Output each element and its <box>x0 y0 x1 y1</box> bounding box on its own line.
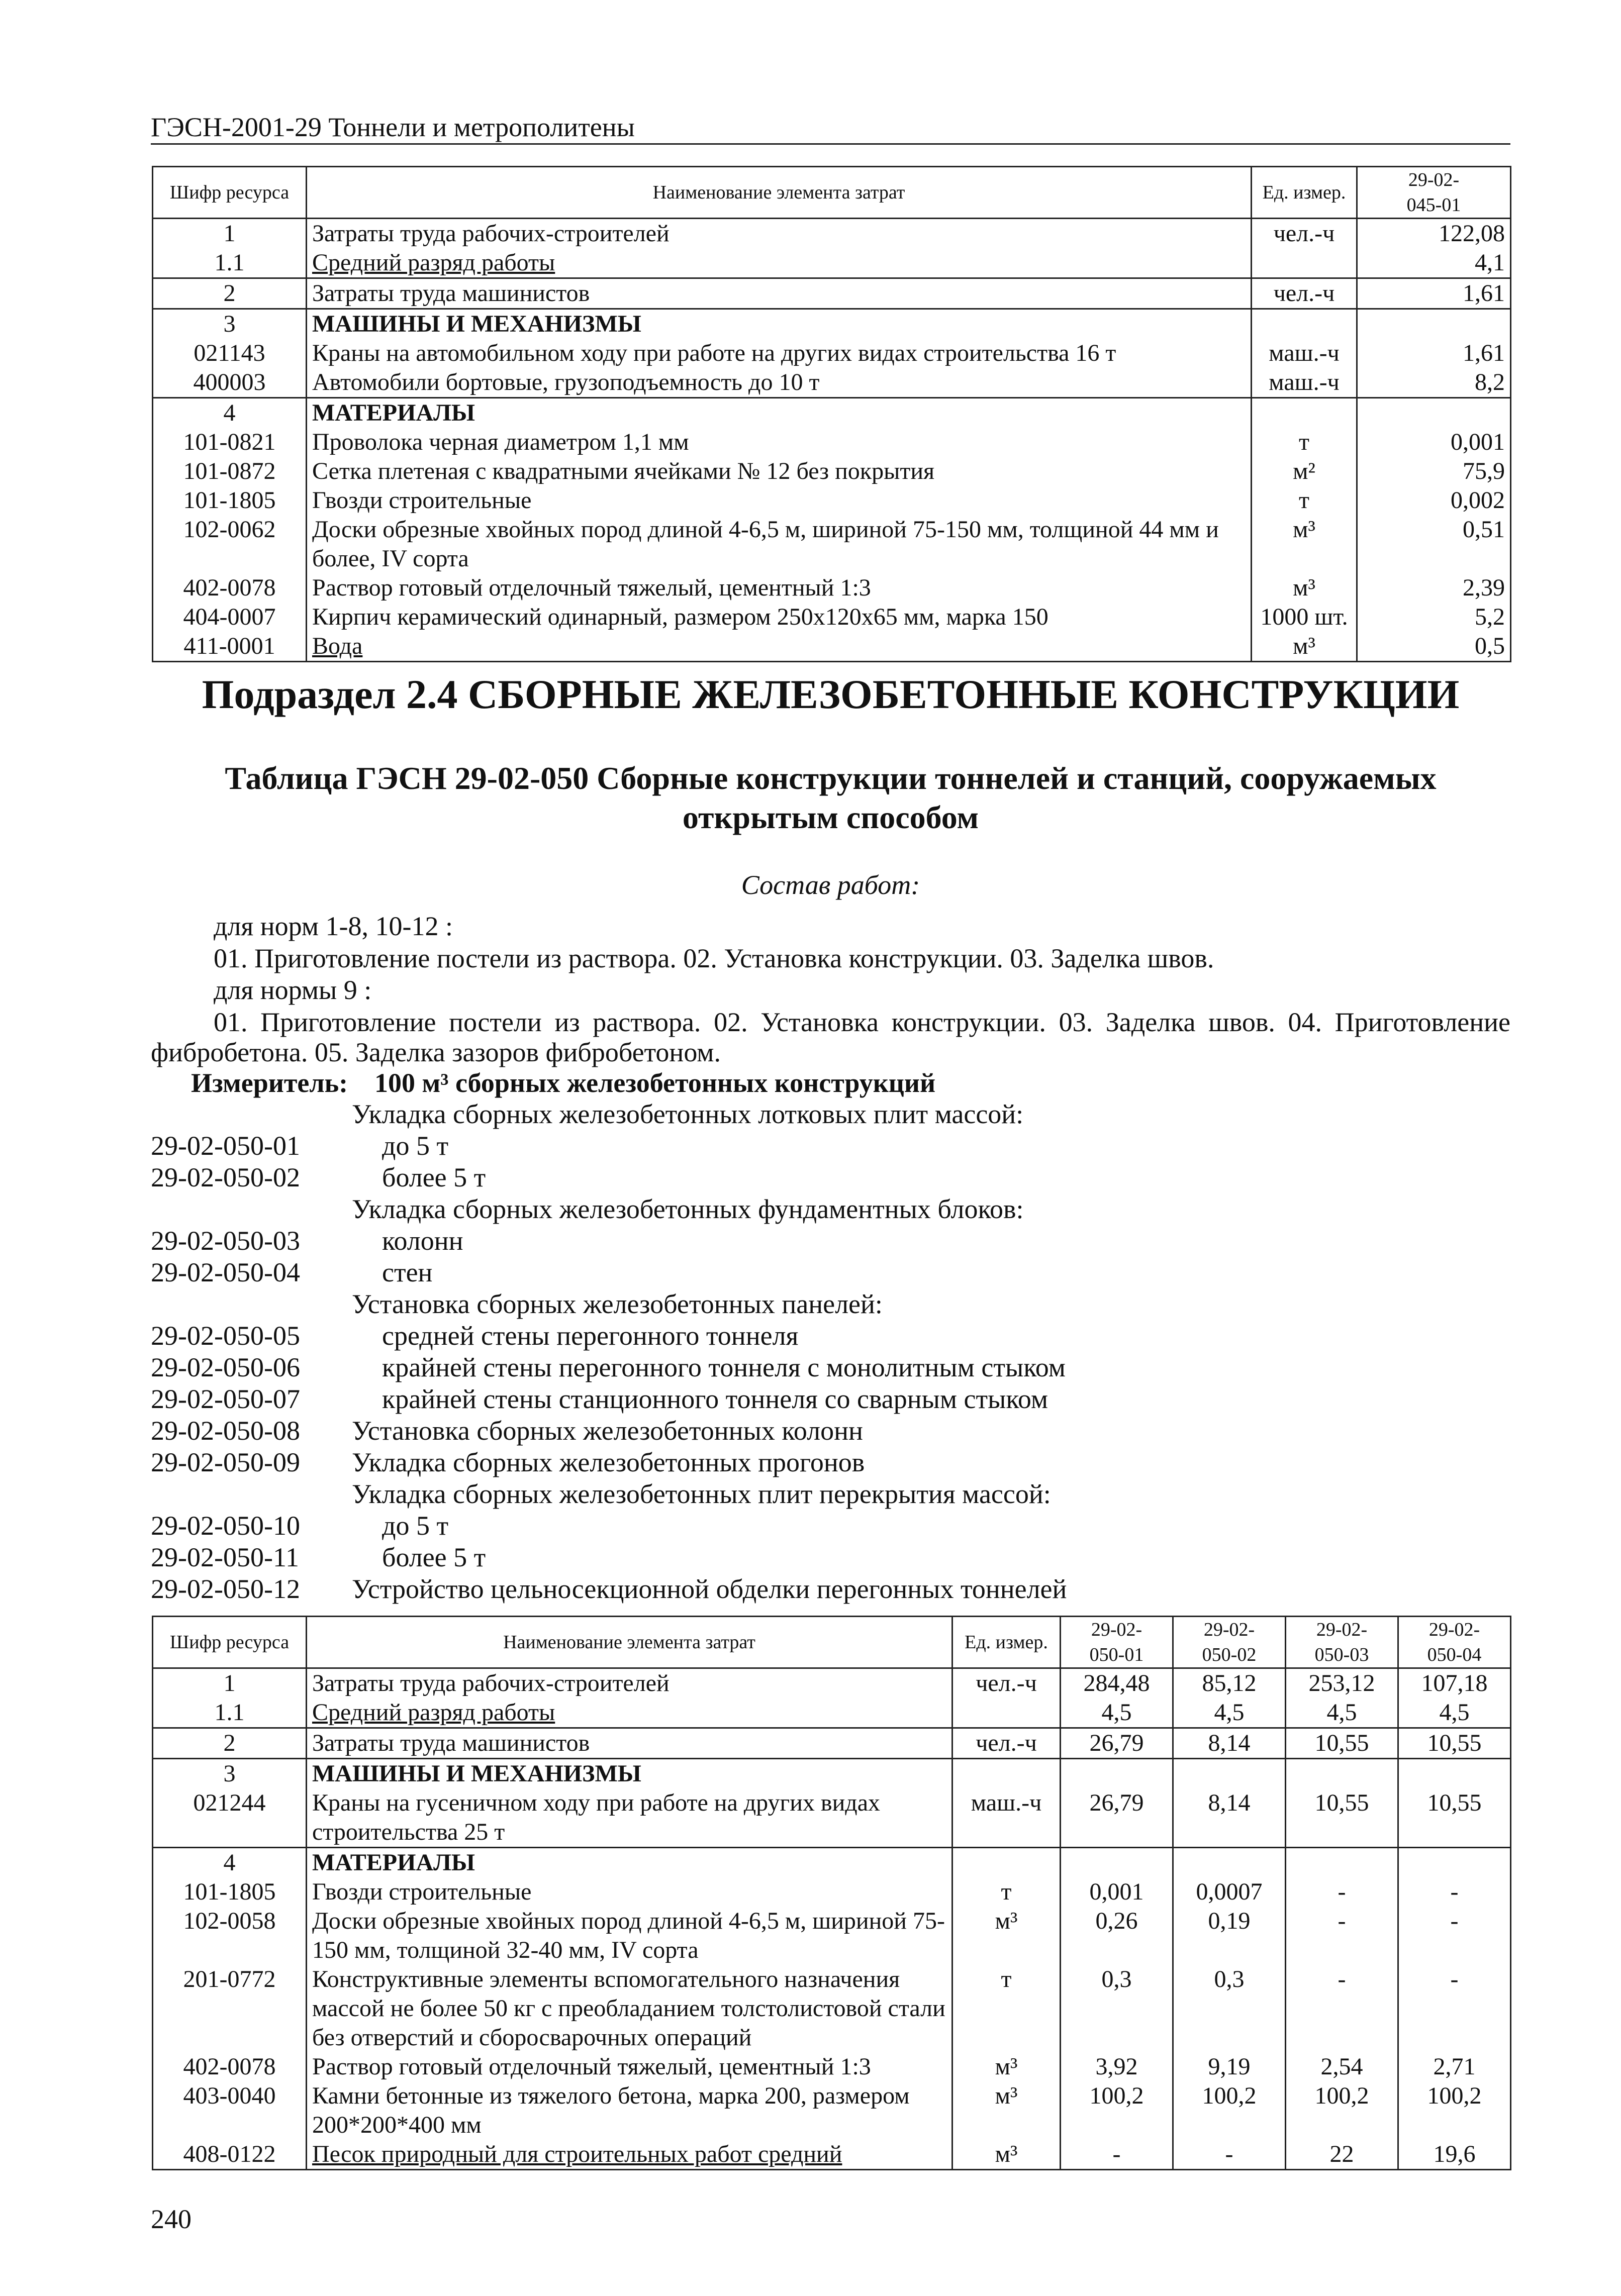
cost-element-name: МАШИНЫ И МЕХАНИЗМЫ <box>307 1759 952 1789</box>
norm-value: 0,3 <box>1061 1965 1173 2052</box>
table-body <box>153 1668 1511 2170</box>
header-rule <box>151 143 1510 145</box>
resource-code: 1 <box>153 1668 307 1699</box>
cost-element-name: МАТЕРИАЛЫ <box>307 398 1252 428</box>
cost-element-name: Доски обрезные хвойных пород длиной 4-6,5 м, шириной 75-150 мм, толщиной 32-40 мм, IV сорта <box>307 1907 952 1965</box>
resource-code: 4 <box>153 1848 307 1878</box>
cost-element-name: Средний разряд работы <box>307 248 1252 278</box>
norm-value: 19,6 <box>1398 2140 1511 2170</box>
table-row <box>153 368 1511 398</box>
norm-value <box>1061 1759 1173 1789</box>
norm-description: Укладка сборных железобетонных прогонов <box>352 1447 865 1477</box>
col-header-unit: Ед. измер. <box>1252 167 1357 219</box>
resource-code: 021244 <box>153 1788 307 1848</box>
table-row <box>153 515 1511 573</box>
table-row <box>153 248 1511 278</box>
subsection-title: Подраздел 2.4 СБОРНЫЕ ЖЕЛЕЗОБЕТОННЫЕ КОНСТРУКЦИИ <box>202 671 1460 717</box>
norm-description: более 5 т <box>382 1162 486 1192</box>
norm-value: 284,48 <box>1061 1668 1173 1699</box>
meter-label: Измеритель: <box>191 1068 348 1098</box>
table-row <box>153 339 1511 368</box>
resource-code: 3 <box>153 309 307 339</box>
table-row <box>153 1759 1511 1789</box>
norm-value: 100,2 <box>1061 2081 1173 2140</box>
works-operations-2: 01. Приготовление постели из раствора. 02. Установка конструкции. 03. Заделка швов. 04. Приготовление фибробетона. 05. Заделка зазоров фибробетоном. <box>151 1007 1510 1067</box>
norm-description: колонн <box>382 1226 463 1256</box>
norm-code: 29-02-050-01 <box>151 1131 300 1161</box>
norm-description: Укладка сборных железобетонных лотковых плит массой: <box>352 1099 1024 1129</box>
unit: чел.-ч <box>952 1728 1061 1759</box>
norm-value: 253,12 <box>1286 1668 1398 1699</box>
norm-value: 100,2 <box>1173 2081 1286 2140</box>
table-row <box>153 398 1511 428</box>
norm-description: Укладка сборных железобетонных фундаментных блоков: <box>352 1194 1024 1224</box>
norm-description: средней стены перегонного тоннеля <box>382 1321 799 1351</box>
table-row <box>153 486 1511 515</box>
cost-element-name: Раствор готовый отделочный тяжелый, цементный 1:3 <box>307 573 1252 603</box>
col-header-name: Наименование элемента затрат <box>307 167 1252 219</box>
norm-value <box>1173 1759 1286 1789</box>
page-number: 240 <box>151 2204 192 2234</box>
resource-code: 101-1805 <box>153 1877 307 1907</box>
norm-value: 3,92 <box>1061 2052 1173 2081</box>
works-heading: Состав работ: <box>741 870 920 900</box>
resource-code: 2 <box>153 278 307 309</box>
norm-value: 0,51 <box>1357 515 1511 573</box>
unit <box>952 1848 1061 1878</box>
norm-description: Устройство цельносекционной обделки перегонных тоннелей <box>352 1574 1067 1604</box>
cost-element-name: Песок природный для строительных работ средний <box>307 2140 952 2170</box>
col-header-name: Наименование элемента затрат <box>307 1617 952 1668</box>
norm-value: 1,61 <box>1357 278 1511 309</box>
resource-code: 101-0872 <box>153 457 307 486</box>
unit: маш.-ч <box>952 1788 1061 1848</box>
resource-code: 4 <box>153 398 307 428</box>
unit: м³ <box>952 2081 1061 2140</box>
norm-code: 29-02-050-02 <box>151 1162 300 1192</box>
unit: т <box>952 1877 1061 1907</box>
norm-description: до 5 т <box>382 1131 449 1161</box>
norm-code: 29-02-050-05 <box>151 1321 300 1351</box>
table-row <box>153 2081 1511 2140</box>
unit: м³ <box>952 2052 1061 2081</box>
resource-code: 101-0821 <box>153 428 307 457</box>
col-header-norm-2: 29-02- 050-02 <box>1173 1617 1286 1668</box>
cost-element-name: Вода <box>307 632 1252 662</box>
cost-element-name: Краны на автомобильном ходу при работе на других видах строительства 16 т <box>307 339 1252 368</box>
norm-value: - <box>1286 1965 1398 2052</box>
resource-code: 1.1 <box>153 248 307 278</box>
cost-element-name: Средний разряд работы <box>307 1698 952 1728</box>
norm-description: Укладка сборных железобетонных плит перекрытия массой: <box>352 1479 1051 1509</box>
unit <box>1252 398 1357 428</box>
cost-element-name: МАТЕРИАЛЫ <box>307 1848 952 1878</box>
resource-table-045 <box>152 166 1511 662</box>
norm-value <box>1173 1848 1286 1878</box>
norm-value: 10,55 <box>1398 1788 1511 1848</box>
norm-value: 26,79 <box>1061 1788 1173 1848</box>
norm-value <box>1357 309 1511 339</box>
norm-value: - <box>1398 1965 1511 2052</box>
norm-value: 10,55 <box>1286 1788 1398 1848</box>
norm-description: Установка сборных железобетонных панелей: <box>352 1289 883 1319</box>
norm-value: 122,08 <box>1357 219 1511 249</box>
table-row <box>153 457 1511 486</box>
norm-value: 4,5 <box>1286 1698 1398 1728</box>
resource-table-050 <box>152 1616 1511 2170</box>
norm-value: 0,26 <box>1061 1907 1173 1965</box>
cost-element-name: Сетка плетеная с квадратными ячейками № 12 без покрытия <box>307 457 1252 486</box>
unit: 1000 шт. <box>1252 603 1357 632</box>
resource-code: 408-0122 <box>153 2140 307 2170</box>
table-row <box>153 1788 1511 1848</box>
meter-value: 100 м³ сборных железобетонных конструкций <box>374 1068 936 1098</box>
unit: чел.-ч <box>1252 278 1357 309</box>
cost-element-name: Затраты труда рабочих-строителей <box>307 219 1252 249</box>
table-row <box>153 1965 1511 2052</box>
norm-value: 2,71 <box>1398 2052 1511 2081</box>
norm-value: 107,18 <box>1398 1668 1511 1699</box>
resource-code: 402-0078 <box>153 2052 307 2081</box>
table-row <box>153 1668 1511 1699</box>
resource-code: 404-0007 <box>153 603 307 632</box>
col-header-norm-4: 29-02- 050-04 <box>1398 1617 1511 1668</box>
unit <box>952 1698 1061 1728</box>
resource-code: 1.1 <box>153 1698 307 1728</box>
norm-value <box>1398 1848 1511 1878</box>
col-header-norm: 29-02- 045-01 <box>1357 167 1511 219</box>
norm-value: 4,5 <box>1398 1698 1511 1728</box>
norm-value: 85,12 <box>1173 1668 1286 1699</box>
norm-code: 29-02-050-07 <box>151 1384 300 1414</box>
table-row <box>153 1728 1511 1759</box>
unit <box>1252 309 1357 339</box>
norm-value: 22 <box>1286 2140 1398 2170</box>
norm-value <box>1061 1848 1173 1878</box>
norm-description: крайней стены станционного тоннеля со сварным стыком <box>382 1384 1048 1414</box>
cost-element-name: Затраты труда рабочих-строителей <box>307 1668 952 1699</box>
works-operations-1: 01. Приготовление постели из раствора. 02. Установка конструкции. 03. Заделка швов. <box>214 943 1214 973</box>
unit: м² <box>1252 457 1357 486</box>
resource-code: 102-0062 <box>153 515 307 573</box>
resource-code: 1 <box>153 219 307 249</box>
norm-description: крайней стены перегонного тоннеля с монолитным стыком <box>382 1352 1066 1382</box>
norm-description: Установка сборных железобетонных колонн <box>352 1416 863 1446</box>
unit: м³ <box>1252 515 1357 573</box>
table-row <box>153 309 1511 339</box>
norm-value: - <box>1398 1907 1511 1965</box>
norm-value: 5,2 <box>1357 603 1511 632</box>
norm-code: 29-02-050-10 <box>151 1511 300 1541</box>
resource-code: 400003 <box>153 368 307 398</box>
cost-element-name: Раствор готовый отделочный тяжелый, цементный 1:3 <box>307 2052 952 2081</box>
norm-description: стен <box>382 1257 433 1287</box>
norm-description: более 5 т <box>382 1542 486 1572</box>
norm-value: 0,3 <box>1173 1965 1286 2052</box>
unit: чел.-ч <box>1252 219 1357 249</box>
unit <box>1252 248 1357 278</box>
norm-value <box>1357 398 1511 428</box>
cost-element-name: Краны на гусеничном ходу при работе на других видах строительства 25 т <box>307 1788 952 1848</box>
norm-value <box>1286 1759 1398 1789</box>
resource-code: 2 <box>153 1728 307 1759</box>
norm-value: 1,61 <box>1357 339 1511 368</box>
norm-value: 4,5 <box>1061 1698 1173 1728</box>
cost-element-name: Затраты труда машинистов <box>307 1728 952 1759</box>
resource-code: 402-0078 <box>153 573 307 603</box>
norm-value: 0,001 <box>1357 428 1511 457</box>
unit <box>952 1759 1061 1789</box>
cost-element-name: МАШИНЫ И МЕХАНИЗМЫ <box>307 309 1252 339</box>
cost-element-name: Гвозди строительные <box>307 1877 952 1907</box>
resource-code: 403-0040 <box>153 2081 307 2140</box>
table-body <box>153 219 1511 662</box>
norm-value: - <box>1398 1877 1511 1907</box>
works-for-norms-2: для нормы 9 : <box>214 975 372 1005</box>
resource-code: 411-0001 <box>153 632 307 662</box>
norm-value: 4,5 <box>1173 1698 1286 1728</box>
norm-code: 29-02-050-04 <box>151 1257 300 1287</box>
resource-code: 201-0772 <box>153 1965 307 2052</box>
norm-value: 10,55 <box>1398 1728 1511 1759</box>
norm-value: 8,2 <box>1357 368 1511 398</box>
norm-value: 2,54 <box>1286 2052 1398 2081</box>
norm-code: 29-02-050-12 <box>151 1574 300 1604</box>
norm-value: 2,39 <box>1357 573 1511 603</box>
norm-value: - <box>1286 1877 1398 1907</box>
norm-code: 29-02-050-06 <box>151 1352 300 1382</box>
norm-value: 0,001 <box>1061 1877 1173 1907</box>
col-header-code: Шифр ресурса <box>153 1617 307 1668</box>
norm-value: - <box>1061 2140 1173 2170</box>
running-header: ГЭСН-2001-29 Тоннели и метрополитены <box>151 112 635 142</box>
table-title: Таблица ГЭСН 29-02-050 Сборные конструкции тоннелей и станций, сооружаемых открытым способом <box>225 760 1437 835</box>
works-for-norms-1: для норм 1-8, 10-12 : <box>214 911 453 941</box>
norm-value: 0,0007 <box>1173 1877 1286 1907</box>
table-row <box>153 1848 1511 1878</box>
unit: маш.-ч <box>1252 339 1357 368</box>
unit: чел.-ч <box>952 1668 1061 1699</box>
norm-value: 8,14 <box>1173 1728 1286 1759</box>
norm-value: 0,5 <box>1357 632 1511 662</box>
table-row <box>153 632 1511 662</box>
table-row <box>153 603 1511 632</box>
cost-element-name: Доски обрезные хвойных пород длиной 4-6,5 м, шириной 75-150 мм, толщиной 44 мм и более, IV сорта <box>307 515 1252 573</box>
resource-code: 3 <box>153 1759 307 1789</box>
cost-element-name: Конструктивные элементы вспомогательного назначения массой не более 50 кг с преобладанием толстолистовой стали без отверстий и сборосварочных операций <box>307 1965 952 2052</box>
cost-element-name: Автомобили бортовые, грузоподъемность до 10 т <box>307 368 1252 398</box>
table-row <box>153 573 1511 603</box>
unit: т <box>952 1965 1061 2052</box>
norm-value: 100,2 <box>1398 2081 1511 2140</box>
norm-value: 0,19 <box>1173 1907 1286 1965</box>
resource-code: 101-1805 <box>153 486 307 515</box>
col-header-unit: Ед. измер. <box>952 1617 1061 1668</box>
table-row <box>153 428 1511 457</box>
cost-element-name: Гвозди строительные <box>307 486 1252 515</box>
table-row <box>153 1907 1511 1965</box>
table-row <box>153 278 1511 309</box>
col-header-code: Шифр ресурса <box>153 167 307 219</box>
cost-element-name: Затраты труда машинистов <box>307 278 1252 309</box>
cost-element-name: Проволока черная диаметром 1,1 мм <box>307 428 1252 457</box>
unit: м³ <box>1252 632 1357 662</box>
table-row <box>153 1698 1511 1728</box>
norm-value: 4,1 <box>1357 248 1511 278</box>
table-row <box>153 219 1511 249</box>
unit: м³ <box>952 2140 1061 2170</box>
norm-value: - <box>1286 1907 1398 1965</box>
col-header-norm-3: 29-02- 050-03 <box>1286 1617 1398 1668</box>
norm-value: 0,002 <box>1357 486 1511 515</box>
norm-value: 100,2 <box>1286 2081 1398 2140</box>
unit: маш.-ч <box>1252 368 1357 398</box>
norm-code: 29-02-050-08 <box>151 1416 300 1446</box>
norm-value: 75,9 <box>1357 457 1511 486</box>
resource-code: 021143 <box>153 339 307 368</box>
cost-element-name: Камни бетонные из тяжелого бетона, марка 200, размером 200*200*400 мм <box>307 2081 952 2140</box>
col-header-norm-1: 29-02- 050-01 <box>1061 1617 1173 1668</box>
norm-value: 26,79 <box>1061 1728 1173 1759</box>
norm-value <box>1286 1848 1398 1878</box>
resource-code: 102-0058 <box>153 1907 307 1965</box>
norm-value: - <box>1173 2140 1286 2170</box>
norm-value: 8,14 <box>1173 1788 1286 1848</box>
unit: м³ <box>952 1907 1061 1965</box>
norm-value: 9,19 <box>1173 2052 1286 2081</box>
unit: т <box>1252 486 1357 515</box>
norm-description: до 5 т <box>382 1511 449 1541</box>
table-row <box>153 2052 1511 2081</box>
table-row <box>153 1877 1511 1907</box>
norm-code: 29-02-050-11 <box>151 1542 299 1572</box>
norm-value <box>1398 1759 1511 1789</box>
norm-code: 29-02-050-09 <box>151 1447 300 1477</box>
norm-code: 29-02-050-03 <box>151 1226 300 1256</box>
table-row <box>153 2140 1511 2170</box>
norm-value: 10,55 <box>1286 1728 1398 1759</box>
unit: т <box>1252 428 1357 457</box>
cost-element-name: Кирпич керамический одинарный, размером 250х120х65 мм, марка 150 <box>307 603 1252 632</box>
unit: м³ <box>1252 573 1357 603</box>
